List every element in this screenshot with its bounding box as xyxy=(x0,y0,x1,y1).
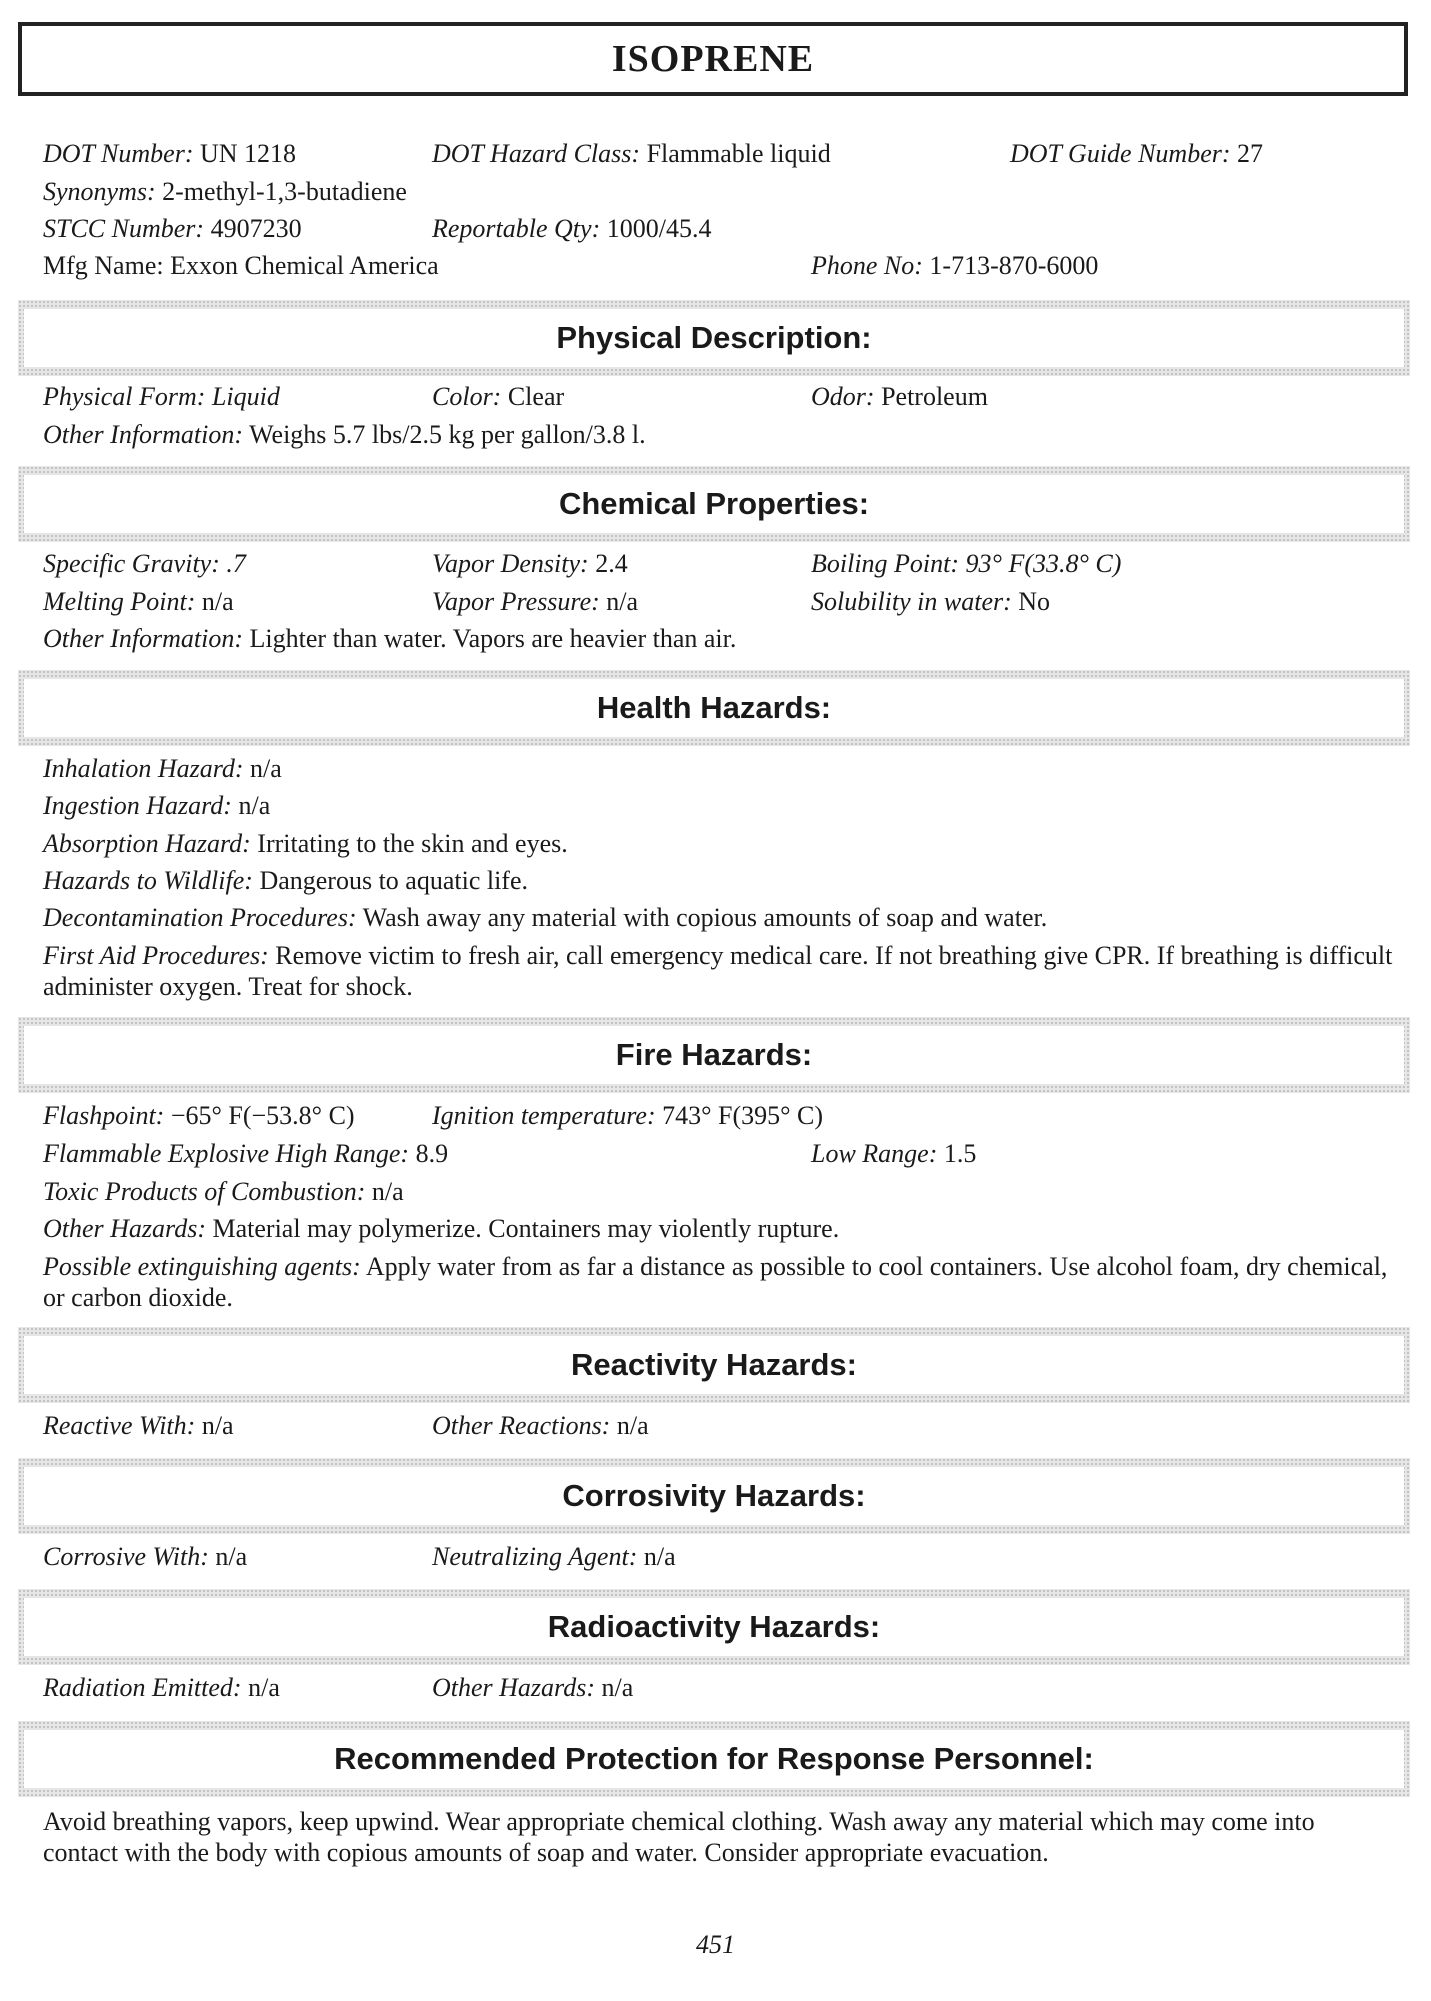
mfg-label: Mfg Name: xyxy=(43,251,164,280)
phone-number xyxy=(811,251,1098,281)
section-title-corrosivity: Corrosivity Hazards: xyxy=(562,1478,866,1513)
stcc-number xyxy=(43,214,302,244)
physical-other-value: Weighs 5.7 lbs/2.5 kg per gallon/3.8 l. xyxy=(249,420,646,449)
section-header-health xyxy=(18,670,1410,746)
section-title-health: Health Hazards: xyxy=(596,690,832,725)
first-aid-label: First Aid Procedures: xyxy=(43,941,269,970)
other-reactions xyxy=(432,1411,649,1441)
neutralizing-agent-value: n/a xyxy=(643,1542,676,1571)
ignition-temperature xyxy=(432,1101,823,1131)
other-reactions-value: n/a xyxy=(616,1411,649,1440)
synonyms-label: Synonyms: xyxy=(43,177,156,206)
vapor-pressure-label: Vapor Pressure: xyxy=(432,587,600,616)
synonyms-value: 2-methyl-1,3-butadiene xyxy=(162,177,407,206)
ingestion-label: Ingestion Hazard: xyxy=(43,791,232,820)
section-header-corrosivity xyxy=(18,1458,1410,1534)
specific-gravity xyxy=(43,549,246,579)
wildlife-value: Dangerous to aquatic life. xyxy=(259,866,529,895)
section-title-reactivity: Reactivity Hazards: xyxy=(570,1347,857,1382)
reactive-with-label: Reactive With: xyxy=(43,1411,196,1440)
flashpoint-label: Flashpoint: xyxy=(43,1101,165,1130)
radioactivity-other-hazards xyxy=(432,1673,633,1703)
ingestion-hazard xyxy=(43,791,270,821)
neutralizing-agent-label: Neutralizing Agent: xyxy=(432,1542,638,1571)
decontamination xyxy=(43,903,1047,933)
reactive-with-value: n/a xyxy=(201,1411,234,1440)
low-range-value: 1.5 xyxy=(943,1139,977,1168)
vapor-pressure xyxy=(432,587,638,617)
section-title-protection: Recommended Protection for Response Personnel: xyxy=(334,1741,1094,1776)
section-header-protection xyxy=(18,1721,1410,1797)
radiation-emitted xyxy=(43,1673,280,1703)
dot-number xyxy=(43,139,296,169)
inhalation-hazard xyxy=(43,754,282,784)
toxic-products-label: Toxic Products of Combustion: xyxy=(43,1177,366,1206)
physical-other-label: Other Information: xyxy=(43,420,244,449)
flashpoint xyxy=(43,1101,355,1131)
reactive-with xyxy=(43,1411,234,1441)
dot-guide-number xyxy=(1010,139,1263,169)
toxic-products xyxy=(43,1177,404,1207)
physical-form-label: Physical Form: xyxy=(43,382,206,411)
chemical-other-value: Lighter than water. Vapors are heavier than air. xyxy=(249,624,737,653)
corrosive-with xyxy=(43,1542,247,1572)
vapor-density-value: 2.4 xyxy=(595,549,628,578)
ignition-label: Ignition temperature: xyxy=(432,1101,656,1130)
section-header-chemical xyxy=(18,466,1410,542)
section-title-chemical: Chemical Properties: xyxy=(558,486,870,521)
extinguishing-agents xyxy=(43,1251,1393,1313)
high-range xyxy=(43,1139,448,1169)
physical-other-info xyxy=(43,420,646,450)
title-box xyxy=(18,22,1408,96)
ignition-value: 743° F(395° C) xyxy=(662,1101,824,1130)
boiling-point-label: Boiling Point: xyxy=(811,549,960,578)
boiling-point xyxy=(811,549,1121,579)
physical-form-value: Liquid xyxy=(211,382,280,411)
dot-hazard-label: DOT Hazard Class: xyxy=(432,139,641,168)
corrosive-with-value: n/a xyxy=(215,1542,248,1571)
boiling-point-value: 93° F(33.8° C) xyxy=(965,549,1122,578)
page-number: 451 xyxy=(696,1930,735,1959)
section-header-fire xyxy=(18,1017,1410,1093)
dot-guide-value: 27 xyxy=(1237,139,1264,168)
low-range-label: Low Range: xyxy=(811,1139,938,1168)
absorption-label: Absorption Hazard: xyxy=(43,829,251,858)
absorption-hazard xyxy=(43,829,568,859)
chemical-other-info xyxy=(43,624,736,654)
melting-point xyxy=(43,587,234,617)
section-header-physical xyxy=(18,300,1410,376)
odor xyxy=(811,382,988,412)
physical-form xyxy=(43,382,280,412)
neutralizing-agent xyxy=(432,1542,676,1572)
toxic-products-value: n/a xyxy=(371,1177,404,1206)
extinguishing-label: Possible extinguishing agents: xyxy=(43,1252,361,1281)
phone-value: 1-713-870-6000 xyxy=(929,251,1099,280)
mfg-name xyxy=(43,251,439,281)
page-title: ISOPRENE xyxy=(611,38,815,80)
low-range xyxy=(811,1139,976,1169)
first-aid xyxy=(43,940,1393,1002)
decontamination-label: Decontamination Procedures: xyxy=(43,903,357,932)
dot-number-label: DOT Number: xyxy=(43,139,194,168)
color xyxy=(432,382,564,412)
color-label: Color: xyxy=(432,382,502,411)
flashpoint-value: −65° F(−53.8° C) xyxy=(170,1101,355,1130)
corrosive-with-label: Corrosive With: xyxy=(43,1542,209,1571)
mfg-value: Exxon Chemical America xyxy=(170,251,439,280)
decontamination-value: Wash away any material with copious amounts of soap and water. xyxy=(362,903,1048,932)
wildlife-label: Hazards to Wildlife: xyxy=(43,866,253,895)
reportable-qty xyxy=(432,214,711,244)
section-header-reactivity xyxy=(18,1327,1410,1403)
dot-hazard-value: Flammable liquid xyxy=(646,139,831,168)
protection-text: Avoid breathing vapors, keep upwind. Wear appropriate chemical clothing. Wash away any material which may come into contact with the body with copious amounts of soap and water. Consider appropriate evacuation. xyxy=(43,1807,1315,1867)
section-title-fire: Fire Hazards: xyxy=(615,1037,813,1072)
synonyms xyxy=(43,177,407,207)
phone-label: Phone No: xyxy=(811,251,923,280)
fire-other-hazards xyxy=(43,1214,839,1244)
solubility-value: No xyxy=(1018,587,1051,616)
melting-point-value: n/a xyxy=(201,587,234,616)
ingestion-value: n/a xyxy=(238,791,271,820)
reportable-qty-value: 1000/45.4 xyxy=(606,214,712,243)
dot-hazard-class xyxy=(432,139,831,169)
inhalation-label: Inhalation Hazard: xyxy=(43,754,244,783)
section-title-radioactivity: Radioactivity Hazards: xyxy=(547,1609,881,1644)
melting-point-label: Melting Point: xyxy=(43,587,196,616)
odor-label: Odor: xyxy=(811,382,875,411)
radiation-emitted-label: Radiation Emitted: xyxy=(43,1673,242,1702)
high-range-value: 8.9 xyxy=(415,1139,449,1168)
radiation-emitted-value: n/a xyxy=(248,1673,280,1702)
radioactivity-other-label: Other Hazards: xyxy=(432,1673,595,1702)
fire-other-value: Material may polymerize. Containers may violently rupture. xyxy=(212,1214,840,1243)
vapor-density-label: Vapor Density: xyxy=(432,549,589,578)
extinguishing-value: Apply water from as far a distance as possible to cool containers. Use alcohol foam, dry chemical, or carbon dioxide. xyxy=(43,1252,1388,1312)
wildlife-hazard xyxy=(43,866,528,896)
section-title-physical: Physical Description: xyxy=(556,320,872,355)
inhalation-value: n/a xyxy=(250,754,282,783)
fire-other-label: Other Hazards: xyxy=(43,1214,206,1243)
dot-number-value: UN 1218 xyxy=(199,139,297,168)
odor-value: Petroleum xyxy=(881,382,988,411)
first-aid-value: Remove victim to fresh air, call emergency medical care. If not breathing give CPR. If breathing is difficult administer oxygen. Treat for shock. xyxy=(43,941,1393,1001)
specific-gravity-value: .7 xyxy=(226,549,246,578)
specific-gravity-label: Specific Gravity: xyxy=(43,549,220,578)
chemical-other-label: Other Information: xyxy=(43,624,244,653)
vapor-pressure-value: n/a xyxy=(606,587,639,616)
color-value: Clear xyxy=(507,382,565,411)
stcc-value: 4907230 xyxy=(210,214,302,243)
solubility xyxy=(811,587,1050,617)
radioactivity-other-value: n/a xyxy=(601,1673,634,1702)
dot-guide-label: DOT Guide Number: xyxy=(1010,139,1231,168)
section-header-radioactivity xyxy=(18,1589,1410,1665)
absorption-value: Irritating to the skin and eyes. xyxy=(257,829,568,858)
vapor-density xyxy=(432,549,628,579)
stcc-label: STCC Number: xyxy=(43,214,205,243)
other-reactions-label: Other Reactions: xyxy=(432,1411,611,1440)
high-range-label: Flammable Explosive High Range: xyxy=(43,1139,410,1168)
solubility-label: Solubility in water: xyxy=(811,587,1012,616)
reportable-qty-label: Reportable Qty: xyxy=(432,214,601,243)
